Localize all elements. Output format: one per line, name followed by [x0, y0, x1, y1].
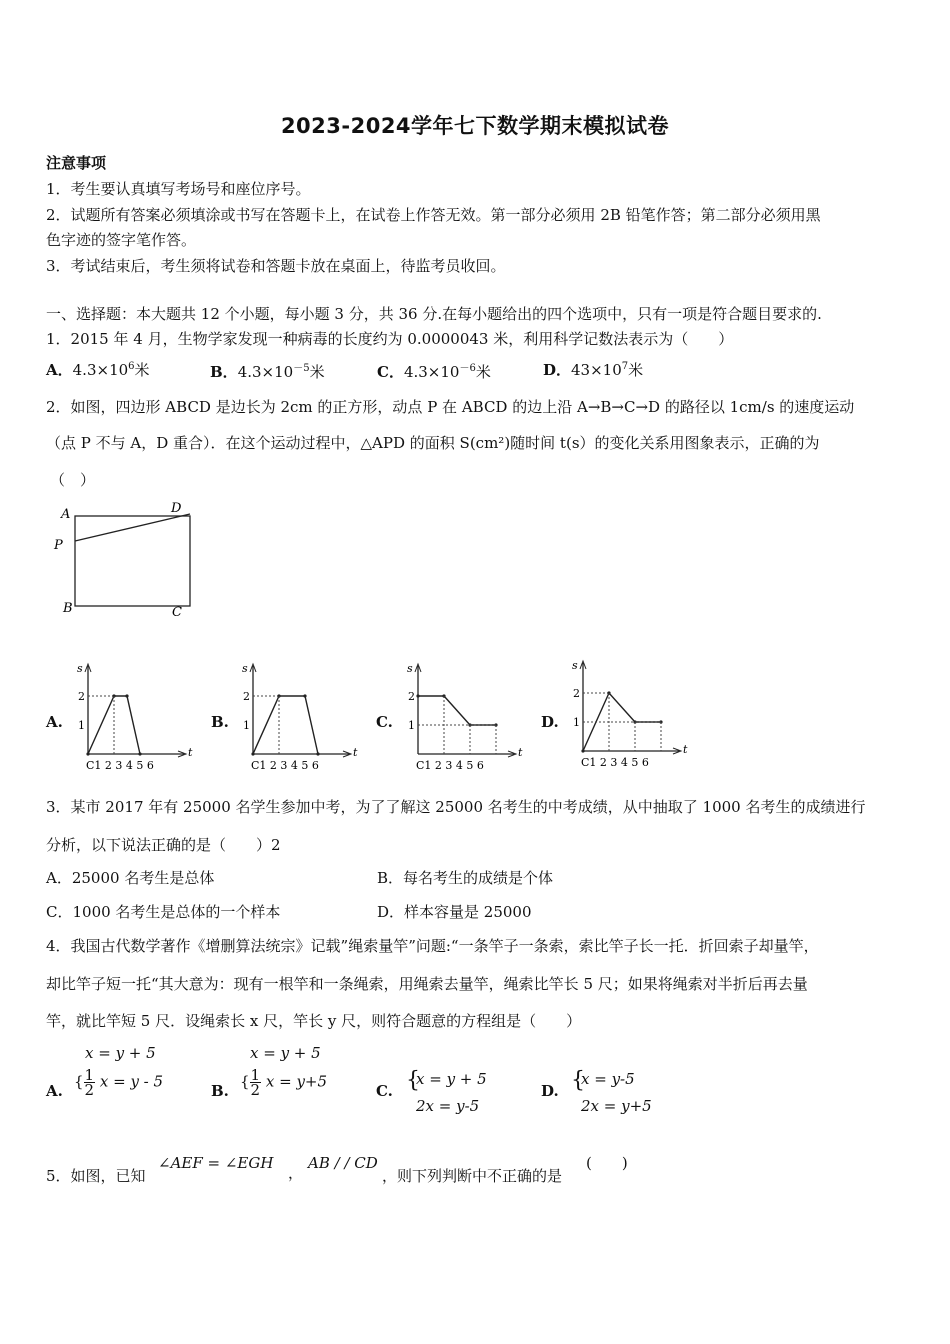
series-line [418, 696, 496, 725]
vertex-a-label: A [61, 507, 71, 522]
q3-option-a: A．25000 名考生是总体 [46, 869, 215, 887]
option-exponent: 7 [621, 361, 629, 372]
q3-option-b: B．每名考生的成绩是个体 [377, 869, 554, 887]
x-axis-title: t [188, 746, 193, 759]
graph-option-c-label: C. [376, 713, 393, 731]
x-axis-title: t [683, 743, 688, 756]
notice-item-2: 2．试题所有答案必须填涂或书写在答题卡上，在试卷上作答无效。第一部分必须用 2B 铅笔作答；第二部分必须用黑 [46, 206, 821, 224]
x-tick-labels: C1 2 3 4 5 6 [581, 756, 649, 769]
q4-d-eq2: 2x = y+5 [581, 1097, 652, 1115]
q4-a-label: A. [46, 1082, 63, 1100]
fraction-numerator: 1 [250, 1066, 261, 1084]
x-axis-title: t [518, 746, 523, 759]
q1-option-d [543, 359, 643, 380]
vertex-c-label: C [172, 605, 182, 620]
q4-c-brace: { [406, 1068, 420, 1093]
y-tick-label: 1 [408, 719, 415, 732]
graph-option-b-label: B. [211, 713, 229, 731]
data-point [316, 752, 319, 755]
y-tick-label: 1 [243, 719, 250, 732]
q3-option-d: D．样本容量是 25000 [377, 903, 532, 921]
notice-item-3: 3．考试结束后，考生须将试卷和答题卡放在桌面上，待监考员收回。 [46, 257, 506, 275]
option-label: D． [543, 361, 572, 379]
y-tick-label: 2 [243, 690, 250, 703]
q4-line-3: 竿，就比竿短 5 尺．设绳索长 x 尺，竿长 y 尺，则符合题意的方程组是（ ） [46, 1012, 582, 1030]
q4-c-eq1: x = y + 5 [416, 1070, 487, 1088]
square-figure [45, 496, 205, 626]
q5-prefix: 5．如图，已知 [46, 1167, 146, 1185]
option-unit: 米 [628, 361, 644, 379]
vertex-d-label: D [171, 501, 182, 516]
q2-line-2: （点 P 不与 A，D 重合）．在这个运动过程中，△APD 的面积 S(cm²)随时间 t(s）的变化关系用图象表示，正确的为 [46, 434, 820, 452]
q5-suffix: ，则下列判断中不正确的是 [382, 1167, 563, 1185]
q4-d-brace: { [571, 1068, 585, 1093]
notice-item-2-cont: 色字迹的签字笔作答。 [46, 231, 197, 249]
x-tick-labels: C1 2 3 4 5 6 [416, 759, 484, 772]
page-title: 2023-2024学年七下数学期末模拟试卷 [280, 114, 670, 138]
half-fraction [250, 1068, 262, 1097]
x-axis-title: t [353, 746, 358, 759]
y-axis-title: s [242, 662, 248, 675]
y-axis-title: s [77, 662, 83, 675]
q4-c-label: C. [376, 1082, 393, 1100]
option-label: A． [46, 361, 73, 379]
q3-line-1: 3．某市 2017 年有 25000 名学生参加中考，为了了解这 25000 名考生的中考成绩，从中抽取了 1000 名考生的成绩进行 [46, 798, 866, 816]
q4-line-2: 却比竿子短一托“其大意为：现有一根竿和一条绳索，用绳索去量竿，绳索比竿长 5 尺；如果将绳索对半折后再去量 [46, 975, 808, 993]
data-point [138, 752, 141, 755]
q4-a-eq2: { $\frac{1}{2}$ x = y - 5 [74, 1066, 164, 1099]
y-tick-label: 2 [408, 690, 415, 703]
data-point [125, 694, 128, 697]
y-axis-title: s [407, 662, 413, 675]
graph-option-a-label: A. [46, 713, 63, 731]
series-line [253, 696, 318, 754]
q2-line-3: （ ） [50, 471, 96, 489]
q4-c-eq2: 2x = y-5 [416, 1097, 480, 1115]
option-label: C． [377, 363, 404, 381]
y-axis-title: s [572, 659, 578, 672]
option-label: B． [210, 363, 238, 381]
q4-b-eq1: x = y + 5 [250, 1044, 321, 1062]
q3-line-2: 分析，以下说法正确的是（ ）2 [46, 836, 281, 854]
x-tick-labels: C1 2 3 4 5 6 [86, 759, 154, 772]
q1-option-a [46, 359, 150, 380]
option-exponent: 6 [128, 361, 135, 372]
q1-option-b [210, 359, 325, 382]
data-point [303, 694, 306, 697]
q1-option-c [377, 359, 491, 382]
data-point [86, 752, 89, 755]
notice-item-1: 1．考生要认真填写考场号和座位序号。 [46, 180, 311, 198]
option-unit: 米 [134, 361, 150, 379]
half-fraction [84, 1068, 96, 1097]
option-base: 43×10 [571, 361, 622, 379]
option-unit: 米 [475, 363, 491, 381]
graph-option-c [402, 658, 532, 778]
option-base: 4.3×10 [403, 363, 460, 381]
q5-condition-angles: ∠AEF = ∠EGH [158, 1154, 274, 1172]
q4-b-label: B. [211, 1082, 229, 1100]
y-tick-label: 1 [573, 716, 580, 729]
q1-stem: 1．2015 年 4 月，生物学家发现一种病毒的长度约为 0.0000043 米，利用科学记数法表示为（ ） [46, 330, 734, 348]
square-abcd [75, 516, 190, 606]
option-unit: 米 [309, 363, 325, 381]
graph-option-b [237, 658, 367, 778]
y-tick-label: 1 [78, 719, 85, 732]
q4-d-eq1: x = y-5 [581, 1070, 635, 1088]
graph-option-d [567, 655, 697, 775]
notice-heading: 注意事项 [46, 154, 107, 172]
graph-option-d-label: D. [541, 713, 559, 731]
q3-option-c: C．1000 名考生是总体的一个样本 [46, 903, 281, 921]
q2-line-1: 2．如图，四边形 ABCD 是边长为 2cm 的正方形，动点 P 在 ABCD 的边上沿 A→B→C→D 的路径以 1cm/s 的速度运动 [46, 398, 855, 416]
vertex-b-label: B [63, 601, 73, 616]
q4-d-label: D. [541, 1082, 559, 1100]
q4-line-1: 4．我国古代数学著作《增删算法统宗》记载”绳索量竿”问题:“一条竿子一条索，索比竿子长一托．折回索子却量竿， [46, 937, 819, 955]
q5-answer-paren: ( ) [586, 1154, 628, 1172]
fraction-numerator: 1 [84, 1066, 95, 1084]
section-heading: 一、选择题：本大题共 12 个小题，每小题 3 分，共 36 分.在每小题给出的四个选项中，只有一项是符合题目要求的. [46, 305, 822, 323]
y-tick-label: 2 [573, 687, 580, 700]
fraction-denominator: 2 [250, 1081, 261, 1099]
x-tick-labels: C1 2 3 4 5 6 [251, 759, 319, 772]
point-p-label: P [54, 538, 63, 553]
data-point [416, 694, 419, 697]
option-base: 4.3×10 [237, 363, 294, 381]
data-point [251, 752, 254, 755]
y-tick-label: 2 [78, 690, 85, 703]
fraction-denominator: 2 [84, 1081, 95, 1099]
option-base: 4.3×10 [72, 361, 129, 379]
q4-a-eq1: x = y + 5 [85, 1044, 156, 1062]
q5-condition-parallel: AB / / CD [308, 1154, 378, 1172]
option-exponent: －6 [459, 363, 476, 374]
q4-a-eq2-text: x = y - 5 [99, 1072, 164, 1091]
q4-b-eq2-text: x = y+5 [265, 1072, 328, 1091]
q5-separator: ， [288, 1164, 304, 1182]
graph-option-a [72, 658, 202, 778]
data-point [581, 749, 584, 752]
series-line [583, 693, 661, 751]
option-exponent: －5 [293, 363, 310, 374]
segment-pd [75, 514, 190, 541]
q4-b-eq2: { $\frac{1}{2}$ x = y+5 [240, 1066, 328, 1099]
